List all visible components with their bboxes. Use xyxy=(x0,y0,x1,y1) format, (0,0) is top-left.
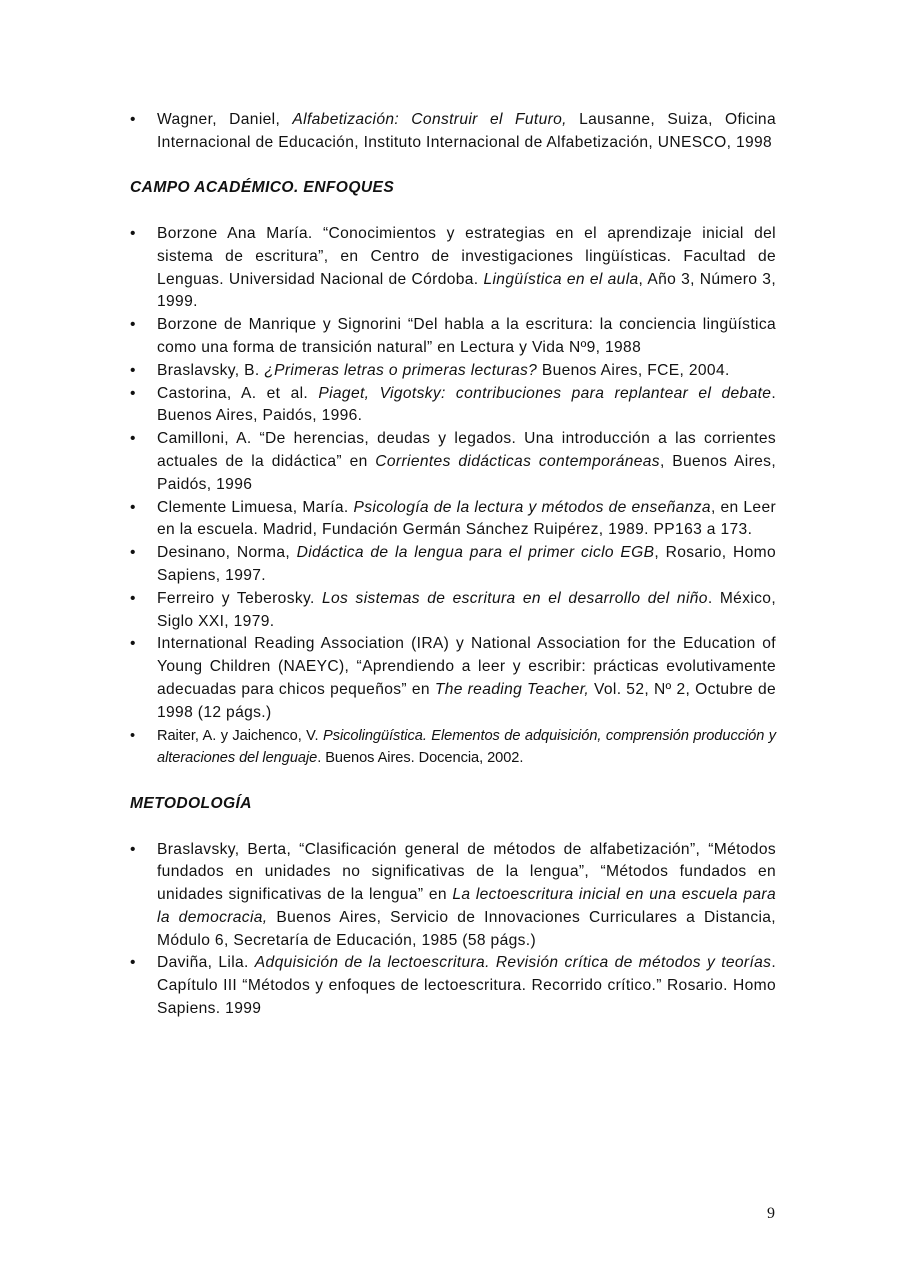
reference-item xyxy=(130,360,776,383)
bullet-icon: • xyxy=(130,384,136,402)
reference-list-metodologia xyxy=(130,839,776,1021)
bullet-icon: • xyxy=(130,727,136,744)
reference-title-italic: La lectoescritura inicial en una escuela para la democracia, xyxy=(157,886,776,926)
reference-item xyxy=(130,383,776,429)
reference-title-italic: The reading Teacher, xyxy=(434,680,590,698)
reference-text: . Buenos Aires, Paidós, 1996. xyxy=(157,384,776,425)
reference-title-italic: Didáctica de la lengua para el primer ciclo EGB xyxy=(296,544,655,562)
reference-item xyxy=(130,633,776,724)
bullet-icon: • xyxy=(130,544,136,562)
reference-item xyxy=(130,109,776,155)
page-number: 9 xyxy=(767,1205,775,1222)
reference-title-italic: Los sistemas de escritura en el desarrollo del niño xyxy=(322,589,708,607)
reference-text: . Capítulo III “Métodos y enfoques de lectoescritura. Recorrido crítico.” Rosario. Homo Sapiens. 1999 xyxy=(157,954,776,1018)
reference-item xyxy=(130,223,776,314)
reference-text: Wagner, Daniel, xyxy=(157,111,293,128)
reference-item xyxy=(130,428,776,496)
reference-title-italic: Psicología de la lectura y métodos de enseñanza xyxy=(353,498,711,516)
reference-text: Buenos Aires, FCE, 2004. xyxy=(537,361,730,379)
reference-title-italic: Lingüística en el aula xyxy=(483,270,639,288)
bullet-icon: • xyxy=(130,589,136,607)
reference-text: Vol. 52, Nº 2, Octubre de 1998 (12 págs.) xyxy=(157,680,776,721)
reference-text: Raiter, A. y Jaichenco, V. xyxy=(157,727,324,744)
reference-text: Desinano, Norma, xyxy=(157,544,297,562)
bullet-icon: • xyxy=(130,430,136,448)
reference-item xyxy=(130,952,776,1020)
reference-list-top xyxy=(130,109,776,155)
reference-item xyxy=(130,725,776,771)
reference-text: Buenos Aires, Servicio de Innovaciones Curriculares a Distancia, Módulo 6, Secretaría de Educación, 1985 (58 págs.) xyxy=(157,908,776,949)
bullet-icon: • xyxy=(130,954,136,972)
bullet-icon: • xyxy=(130,224,136,242)
bullet-icon: • xyxy=(130,635,136,653)
reference-item xyxy=(130,314,776,360)
reference-text: Clemente Limuesa, María. xyxy=(157,498,354,516)
reference-text: Daviña, Lila. xyxy=(157,954,255,972)
reference-title-italic: Psicolingüística. Elementos de adquisición, comprensión producción y alteraciones del lenguaje xyxy=(157,727,776,767)
reference-title-italic: Adquisición de la lectoescritura. Revisión crítica de métodos y teorías xyxy=(254,954,772,972)
reference-text: . Buenos Aires. Docencia, 2002. xyxy=(317,750,524,767)
reference-item xyxy=(130,542,776,588)
reference-text: , Año 3, Número 3, 1999. xyxy=(157,270,777,311)
bullet-icon: • xyxy=(130,498,136,516)
reference-title-italic: Alfabetización: Construir el Futuro, xyxy=(292,111,567,128)
reference-text: , en Leer en la escuela. Madrid, Fundación Germán Sánchez Ruipérez, 1989. PP163 a 173. xyxy=(157,498,777,539)
reference-item xyxy=(130,588,776,634)
page-content xyxy=(130,109,776,1021)
reference-text: Braslavsky, B. xyxy=(157,361,265,379)
bullet-icon: • xyxy=(130,111,136,128)
reference-text: Lausanne, Suiza, Oficina Internacional de Educación, Instituto Internacional de Alfabetización, UNESCO, 1998 xyxy=(157,111,776,151)
reference-title-italic: ¿Primeras letras o primeras lecturas? xyxy=(264,361,538,379)
reference-item xyxy=(130,839,776,953)
section-heading-metodologia: METODOLOGÍA xyxy=(130,794,252,812)
bullet-icon: • xyxy=(130,840,136,858)
reference-item xyxy=(130,497,776,543)
bullet-icon: • xyxy=(130,361,136,379)
reference-title-italic: Piaget, Vigotsky: contribuciones para replantear el debate xyxy=(318,384,772,402)
reference-text: Borzone de Manrique y Signorini “Del habla a la escritura: la conciencia lingüística como una forma de transición natural” en Lectura y Vida Nº9, 1988 xyxy=(157,316,776,356)
reference-text: , Buenos Aires, Paidós, 1996 xyxy=(157,452,777,493)
reference-text: , Rosario, Homo Sapiens, 1997. xyxy=(157,544,776,584)
reference-text: Ferreiro y Teberosky. xyxy=(157,589,323,607)
reference-text: Camilloni, A. “De herencias, deudas y legados. Una introducción a las corrientes actuales de la didáctica” en xyxy=(157,430,776,470)
reference-text: International Reading Association (IRA) y National Association for the Education of Young Children (NAEYC), “Aprendiendo a leer y escribir: prácticas evolutivamente adecuadas para chicos pequeños” en xyxy=(157,635,776,698)
reference-text: Castorina, A. et al. xyxy=(157,384,319,402)
reference-title-italic: Corrientes didácticas contemporáneas xyxy=(375,452,660,470)
reference-text: Borzone Ana María. “Conocimientos y estrategias en el aprendizaje inicial del sistema de escritura”, en Centro de investigaciones lingüísticas. Facultad de Lenguas. Universidad Nacional de Córdoba. xyxy=(157,224,776,288)
section-heading-campo-academico: CAMPO ACADÉMICO. ENFOQUES xyxy=(130,179,395,197)
bullet-icon: • xyxy=(130,316,136,334)
reference-list-campo-academico xyxy=(130,223,776,770)
reference-text: . México, Siglo XXI, 1979. xyxy=(157,589,777,630)
reference-text: Braslavsky, Berta, “Clasificación general de métodos de alfabetización”, “Métodos fundados en unidades no significativas de la lengua”, “Métodos fundados en unidades significativas de la lengua” en xyxy=(157,840,776,904)
